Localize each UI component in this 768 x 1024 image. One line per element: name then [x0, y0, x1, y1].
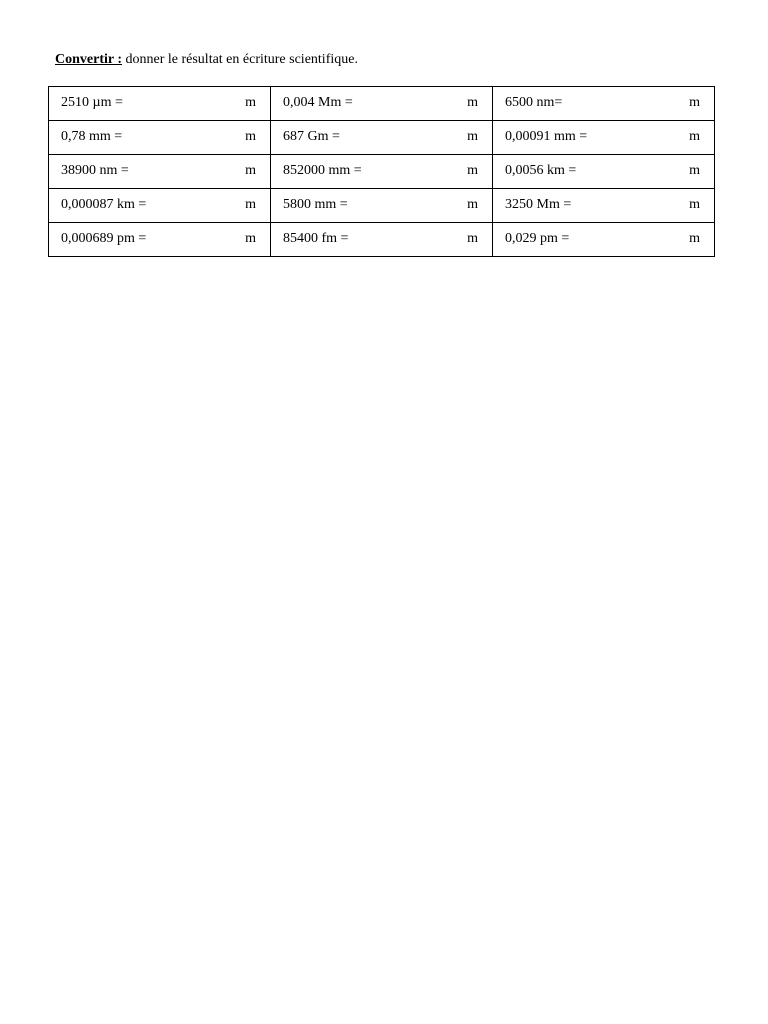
- conversion-expression: 3250 Mm =: [505, 197, 572, 212]
- table-row: [49, 87, 715, 121]
- conversion-expression: 38900 nm =: [61, 163, 129, 178]
- table-row: [49, 223, 715, 257]
- conversion-expression: 852000 mm =: [283, 163, 362, 178]
- unit-label: m: [467, 231, 478, 246]
- conversion-expression: 0,000087 km =: [61, 197, 147, 212]
- conversion-expression: 0,029 pm =: [505, 231, 570, 246]
- instruction-text: donner le résultat en écriture scientifique.: [122, 52, 358, 67]
- conversion-table: [48, 86, 715, 257]
- instruction-line: [55, 51, 358, 69]
- conversion-expression: 0,000689 pm =: [61, 231, 147, 246]
- table-cell: [271, 87, 493, 121]
- unit-label: m: [245, 197, 256, 212]
- table-cell: [493, 121, 715, 155]
- unit-label: m: [245, 231, 256, 246]
- conversion-expression: 85400 fm =: [283, 231, 349, 246]
- table-cell: [49, 121, 271, 155]
- conversion-expression: 6500 nm=: [505, 95, 563, 110]
- table-cell: [49, 189, 271, 223]
- table-cell: [493, 87, 715, 121]
- conversion-expression: 687 Gm =: [283, 129, 340, 144]
- unit-label: m: [245, 129, 256, 144]
- table-cell: [493, 155, 715, 189]
- table-row: [49, 121, 715, 155]
- conversion-expression: 2510 µm =: [61, 95, 123, 110]
- table-cell: [271, 189, 493, 223]
- conversion-expression: 0,00091 mm =: [505, 129, 588, 144]
- table-cell: [271, 121, 493, 155]
- unit-label: m: [467, 95, 478, 110]
- conversion-expression: 0,0056 km =: [505, 163, 577, 178]
- unit-label: m: [689, 197, 700, 212]
- unit-label: m: [689, 95, 700, 110]
- table-cell: [271, 155, 493, 189]
- table-cell: [49, 223, 271, 257]
- table-cell: [271, 223, 493, 257]
- table-cell: [493, 189, 715, 223]
- table-row: [49, 155, 715, 189]
- conversion-expression: 0,004 Mm =: [283, 95, 353, 110]
- table-cell: [49, 87, 271, 121]
- unit-label: m: [245, 95, 256, 110]
- instruction-label: Convertir :: [55, 52, 122, 67]
- unit-label: m: [689, 163, 700, 178]
- unit-label: m: [689, 129, 700, 144]
- unit-label: m: [467, 129, 478, 144]
- conversion-expression: 5800 mm =: [283, 197, 348, 212]
- unit-label: m: [689, 231, 700, 246]
- table-row: [49, 189, 715, 223]
- conversion-expression: 0,78 mm =: [61, 129, 123, 144]
- table-cell: [49, 155, 271, 189]
- unit-label: m: [467, 163, 478, 178]
- table-cell: [493, 223, 715, 257]
- unit-label: m: [467, 197, 478, 212]
- unit-label: m: [245, 163, 256, 178]
